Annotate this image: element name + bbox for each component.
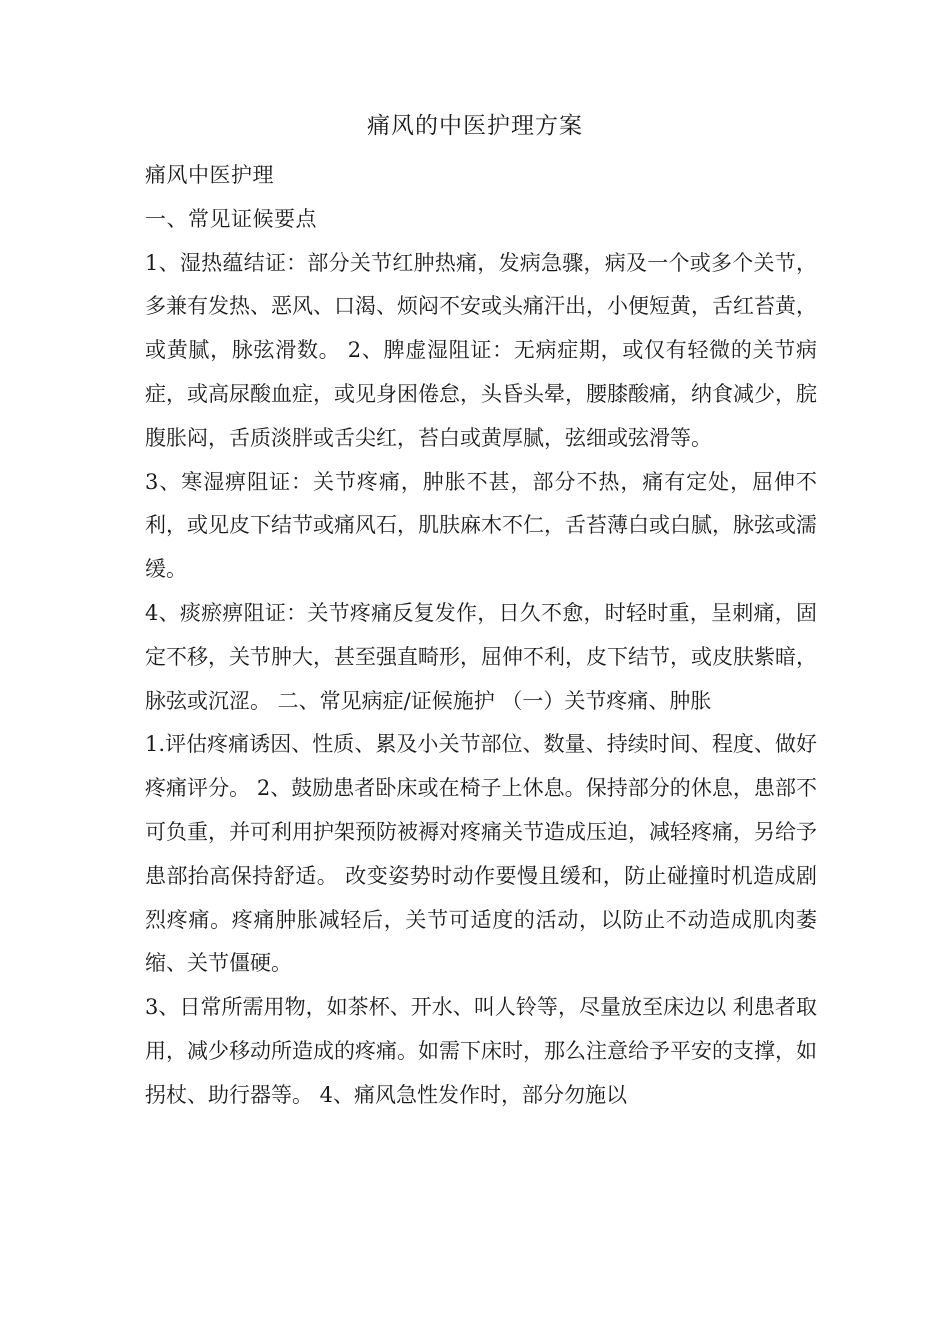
paragraph: 4、痰瘀痹阻证：关节疼痛反复发作，日久不愈，时轻时重，呈刺痛，固定不移，关节肿大，甚至强直畸形，屈伸不利，皮下结节，或皮肤紫暗，脉弦或沉涩。 二、常见病症/证候施护 （一）关节疼痛、肿胀 [145,600,817,713]
section-heading: 一、常见证候要点 [145,206,317,231]
document-title: 痛风的中医护理方案 [367,113,583,139]
paragraph: 3、日常所需用物，如茶杯、开水、叫人铃等，尽量放至床边以 利患者取用，减少移动所造成的疼痛。如需下床时，那么注意给予平安的支撑，如拐杖、助行器等。 4、痛风急性发作时，部分勿施以 [145,995,817,1107]
paragraph: 1.评估疼痛诱因、性质、累及小关节部位、数量、持续时间、程度、做好疼痛评分。 2、鼓励患者卧床或在椅子上休息。保持部分的休息，患部不可负重，并可利用护架预防被褥对疼痛关节造成压迫，减轻疼痛，另给予患部抬高保持舒适。 改变姿势时动作要慢且缓和，防止碰撞时机造成剧烈疼痛。疼痛肿胀减轻后，关节可适度的活动，以防止不动造成肌肉萎缩、关节僵硬。 [145,732,817,976]
paragraph: 3、寒湿痹阻证：关节疼痛，肿胀不甚，部分不热，痛有定处，屈伸不利，或见皮下结节或痛风石，肌肤麻木不仁，舌苔薄白或白腻，脉弦或濡缓。 [145,469,817,582]
document-body [145,154,817,1118]
document-subtitle: 痛风中医护理 [145,163,274,187]
paragraph: 1、湿热蕴结证：部分关节红肿热痛，发病急骤，病及一个或多个关节，多兼有发热、恶风、口渴、烦闷不安或头痛汗出，小便短黄，舌红苔黄，或黄腻，脉弦滑数。 2、脾虚湿阻证：无病症期，或仅有轻微的关节病症，或高尿酸血症，或见身困倦怠，头昏头晕，腰膝酸痛，纳食减少，脘腹胀闷，舌质淡胖或舌尖红，苔白或黄厚腻，弦细或弦滑等。 [145,250,817,450]
